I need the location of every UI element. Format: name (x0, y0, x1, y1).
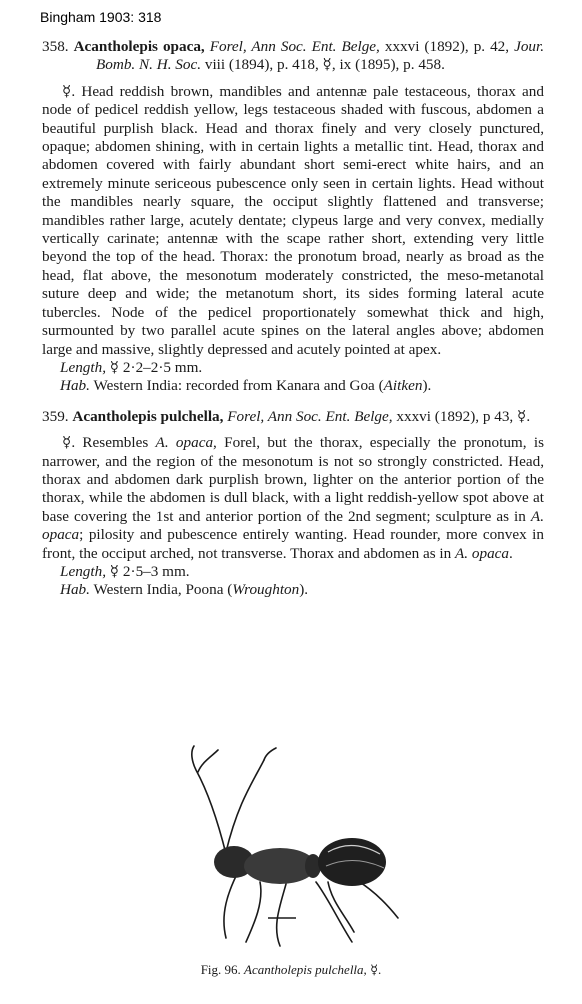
entry-number: 359. (42, 407, 69, 425)
species-name: Acantholepis pulchella, (72, 407, 224, 425)
citation-volume-2: viii (1894), p. 418, ☿, ix (1895), p. 458. (204, 56, 445, 74)
entry-359-length (60, 563, 544, 581)
citation-author: Forel, Ann Soc. Ent. Belge, (227, 407, 393, 425)
hab-value: Western India: recorded from Kanara and Goa ( (93, 377, 384, 395)
desc-part: . (509, 544, 513, 562)
hab-collector: Wroughton (232, 581, 300, 599)
citation-volume: xxxvi (1892), p. 42, (384, 38, 510, 55)
entry-358-heading (42, 38, 544, 75)
entry-359-heading (42, 408, 544, 426)
length-label: Length, (60, 358, 106, 376)
length-label: Length, (60, 562, 106, 580)
desc-species-ref: A. opaca (455, 544, 510, 562)
source-caption: Bingham 1903: 318 (40, 9, 162, 25)
hab-close: ). (299, 581, 309, 599)
entry-358-habitat (60, 377, 544, 395)
ant-illustration (168, 742, 408, 952)
hab-label: Hab. (60, 581, 90, 599)
desc-part: , Forel, but the thorax, especially the pronotum, is narrower, and the region of the mesonotum is not so strongly constricted. Head, thorax and abdomen dark purplish brown, lighter on the anterior portion of the thorax, while the abdomen is dull black, with a light reddish-yellow spot above at base covering the 1st and anterior portion of the 2nd segment; sculpture as in (42, 434, 544, 525)
figure-title: Acantholepis pulchella, (244, 962, 367, 977)
hab-collector: Aitken (383, 377, 423, 395)
hab-label: Hab. (60, 377, 90, 395)
book-page (42, 38, 544, 600)
figure-sex: ☿. (370, 962, 382, 977)
entry-359-description (42, 434, 544, 563)
entry-number: 358. (42, 38, 69, 55)
entry-358-length (60, 359, 544, 377)
desc-species-ref: A. opaca (155, 434, 214, 452)
citation-author: Forel, Ann Soc. Ent. Belge, (209, 38, 380, 55)
desc-part: ; pilosity and pubescence entirely wanting. Head rounder, more convex in front, the occiput arched, not transverse. Thorax and abdomen as in (42, 526, 544, 562)
hab-value: Western India, Poona ( (93, 581, 233, 599)
desc-part: ☿. Resembles (62, 434, 156, 452)
length-value: ☿ 2·5–3 mm. (109, 562, 190, 580)
citation-journal: Jour. Bomb. N. H. Soc. (96, 38, 545, 74)
ant-body (214, 838, 386, 886)
length-value: ☿ 2·2–2·5 mm. (109, 358, 203, 376)
species-name: Acantholepis opaca, (73, 38, 205, 55)
hab-close: ). (422, 377, 432, 395)
figure-caption (0, 962, 582, 978)
desc-species-ref: A. opaca (42, 507, 544, 544)
entry-358-description: ☿. Head reddish brown, mandibles and antennæ pale testaceous, thorax and node of pedicel reddish yellow, legs testaceous shaded with fuscous, abdomen a beautiful purplish black. Head and thorax finely and very closely punctured, opaque; abdomen shining, with in certain lights a metallic tint. Head, thorax and abdomen covered with fairly abundant short semi-erect white hairs, and an extremely minute sericeous pubescence only seen in certain lights. Head without the mandibles nearly square, the occiput slightly flattened and transverse; mandibles rather large, acutely dentate; clypeus large and very convex, medially vertically carinate; antennæ with the scape rather short, extending very little beyond the top of the head. Thorax: the pronotum broad, nearly as broad as the head, flat above, the mesonotum moderately constricted, the meso-metanotal suture deep and wide; the metanotum short, its sides forming lateral acute tubercles. Node of the pedicel proportionately somewhat thick and high, surmounted by two parallel acute spines on the lateral angles above; abdomen large and massive, slightly depressed and acutely pointed at apex. (42, 82, 544, 358)
citation-volume: xxxvi (1892), p 43, ☿. (396, 407, 531, 425)
entry-359-habitat (60, 581, 544, 599)
figure-label: Fig. 96. (200, 962, 241, 977)
